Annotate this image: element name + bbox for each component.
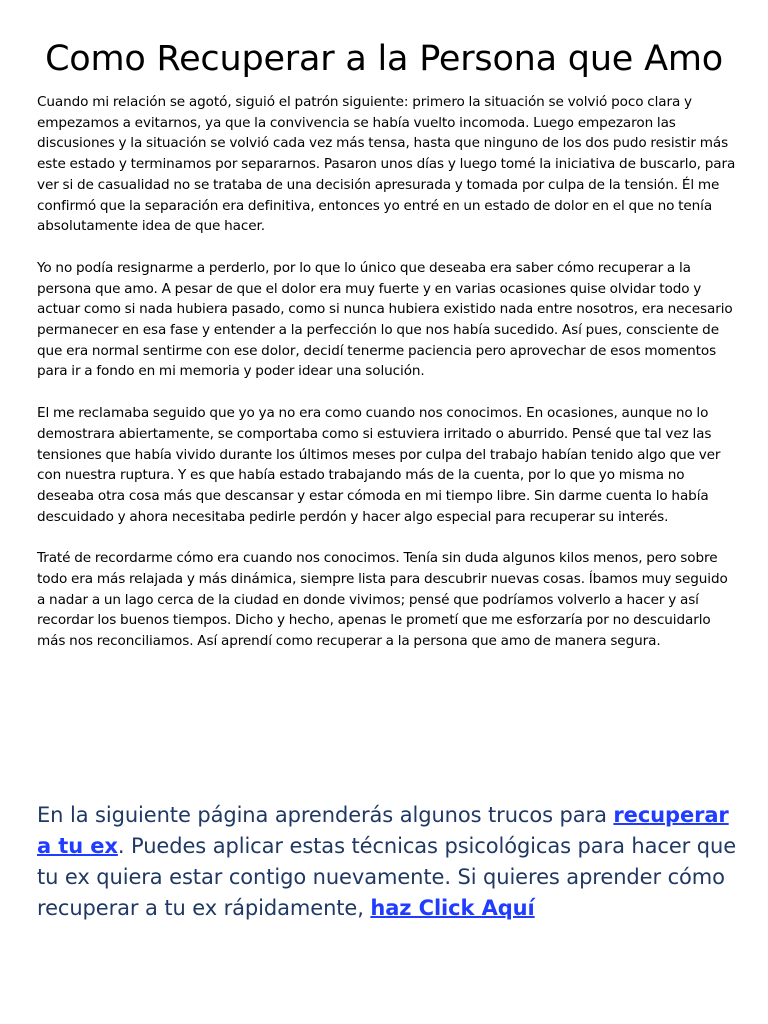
paragraph-3: El me reclamaba seguido que yo ya no era como cuando nos conocimos. En ocasiones, aunque no lo demostrara abiertamente, se comportaba como si estuviera irritado o aburrido. Pensé que tal vez las tensiones que había vivido durante los últimos meses por culpa del trabajo habían tenido algo que ver con nuestra ruptura. Y es que había estado trabajando más de la cuenta, por lo que yo misma no deseaba otra cosa más que descansar y estar cómoda en mi tiempo libre. Sin darme cuenta lo había descuidado y ahora necesitaba pedirle perdón y hacer algo especial para recuperar su interés. — [37, 405, 721, 525]
paragraph-2: Yo no podía resignarme a perderlo, por lo que lo único que deseaba era saber cómo recuperar a la persona que amo. A pesar de que el dolor era muy fuerte y en varias ocasiones quise olvidar todo y actuar como si nada hubiera pasado, como si nunca hubiera existido nada entre nosotros, era necesario permanecer en esa fase y entender a la perfección lo que nos había sucedido. Así pues, consciente de que era normal sentirme con ese dolor, decidí tenerme paciencia pero aprovechar de esos momentos para ir a fondo en mi memoria y poder idear una solución. — [37, 259, 733, 380]
call-to-action — [37, 800, 737, 924]
haz-click-aqui-link[interactable]: haz Click Aquí — [370, 896, 535, 920]
paragraph-4: Traté de recordarme cómo era cuando nos conocimos. Tenía sin duda algunos kilos menos, pero sobre todo era más relajada y más dinámica, siempre lista para descubrir nuevas cosas. Íbamos muy seguido a nadar a un lago cerca de la ciudad en donde vivimos; pensé que podríamos volverlo a hacer y así recordar los buenos tiempos. Dicho y hecho, apenas le prometí que me esforzaría por no descuidarlo más nos reconciliamos. Así aprendí como recuperar a la persona que amo de manera segura. — [37, 550, 728, 650]
paragraph-1: Cuando mi relación se agotó, siguió el patrón siguiente: primero la situación se volvió poco clara y empezamos a evitarnos, ya que la convivencia se había vuelto incomoda. Luego empezaron las discusiones y la situación se volvió cada vez más tensa, hasta que ninguno de los dos pudo resistir más este estado y terminamos por separarnos. Pasaron unos días y luego tomé la iniciativa de buscarlo, para ver si de casualidad no se trataba de una decisión apresurada y tomada por culpa de la tensión. Él me confirmó que la separación era definitiva, entonces yo entré en un estado de dolor en el que no tenía absolutamente idea de que hacer. — [37, 94, 736, 235]
cta-text-intro: En la siguiente página aprenderás algunos trucos para — [37, 803, 614, 827]
recuperar-a-tu-ex-link[interactable]: recuperar a tu ex — [37, 803, 729, 858]
page-title: Como Recuperar a la Persona que Amo — [45, 39, 723, 79]
article-body — [37, 92, 737, 673]
cta-text-middle: . Puedes aplicar estas técnicas psicológicas para hacer que tu ex quiera estar contigo nuevamente. Si quieres aprender cómo recuperar a tu ex rápidamente, — [37, 834, 737, 920]
